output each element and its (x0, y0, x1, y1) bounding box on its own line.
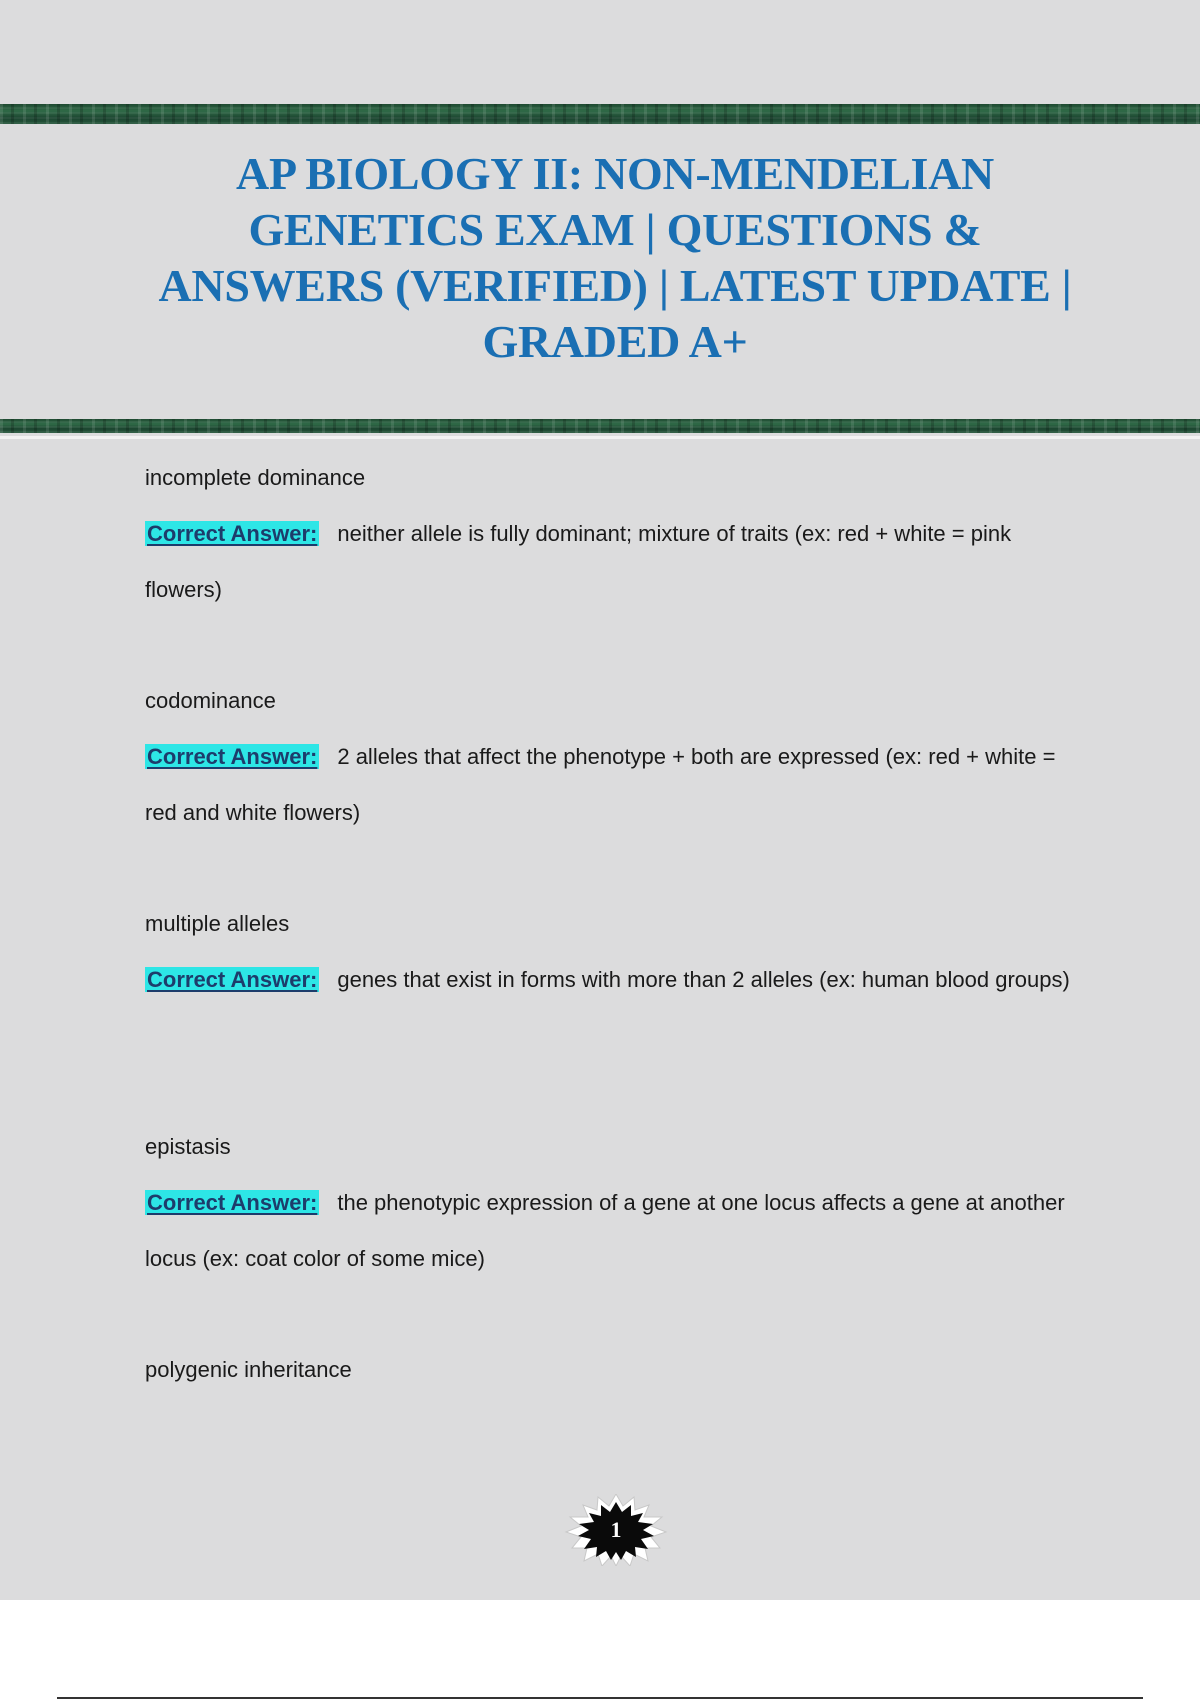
footer-divider (57, 1697, 1143, 1699)
term: epistasis (145, 1134, 231, 1159)
qa-item (145, 896, 1085, 1119)
answer (145, 1175, 1085, 1287)
qa-item (145, 450, 1085, 673)
term: polygenic inheritance (145, 1357, 352, 1382)
answer-text: 2 alleles that affect the phenotype + both are expressed (ex: red + white = red and white flowers) (145, 744, 1056, 825)
header-decorative-band (0, 104, 1200, 124)
correct-answer-label: Correct Answer: (147, 744, 318, 769)
document-title: AP BIOLOGY II: NON-MENDELIAN GENETICS EXAM | QUESTIONS & ANSWERS (VERIFIED) | LATEST UPDATE | GRADED A+ (158, 148, 1072, 367)
answer (145, 506, 1085, 618)
answer (145, 952, 1085, 1008)
qa-item (145, 673, 1085, 896)
correct-answer-label: Correct Answer: (147, 1190, 318, 1215)
page-number: 1 (610, 1517, 622, 1542)
qa-list (145, 450, 1085, 1565)
correct-answer-label: Correct Answer: (147, 967, 318, 992)
qa-item (145, 1119, 1085, 1342)
correct-answer-label: Correct Answer: (147, 521, 318, 546)
term: incomplete dominance (145, 465, 366, 490)
term: multiple alleles (145, 911, 290, 936)
answer (145, 729, 1085, 841)
answer-text: the phenotypic expression of a gene at one locus affects a gene at another locus (ex: coat color of some mice) (145, 1190, 1065, 1271)
title-decorative-band (0, 419, 1200, 433)
answer-text: neither allele is fully dominant; mixture of traits (ex: red + white = pink flowers) (145, 521, 1012, 602)
answer-text: genes that exist in forms with more than 2 alleles (ex: human blood groups) (337, 967, 1070, 992)
title-divider (0, 436, 1200, 439)
term: codominance (145, 688, 276, 713)
